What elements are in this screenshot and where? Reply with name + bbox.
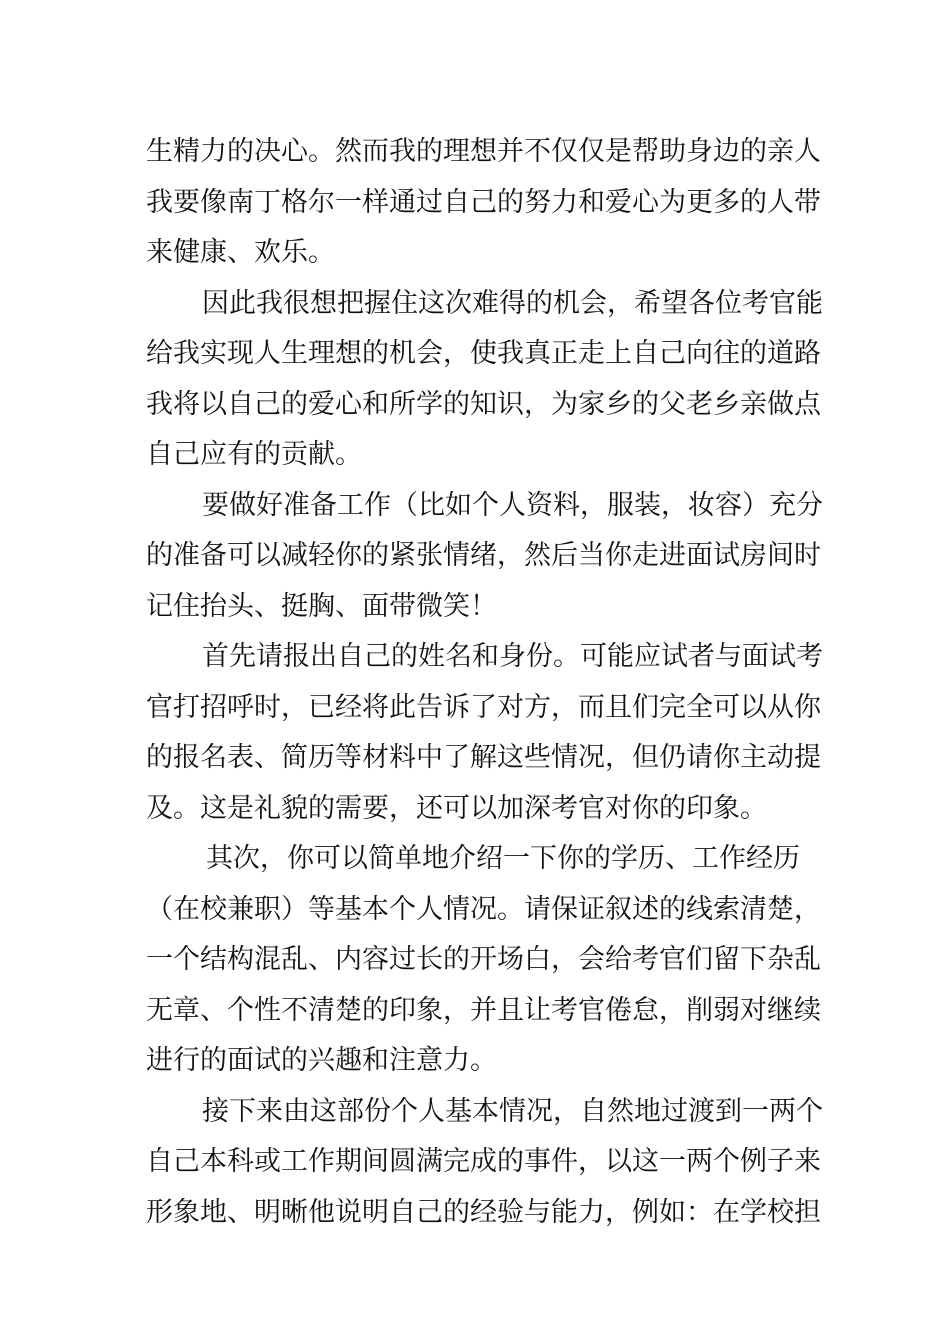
text-line: 的准备可以减轻你的紧张情绪，然后当你走进面试房间时 — [146, 540, 821, 571]
document-body — [146, 127, 823, 1238]
text-line: 首先请报出自己的姓名和身份。可能应试者与面试考 — [202, 641, 823, 672]
paragraph-2 — [146, 279, 823, 481]
text-line: 及。这是礼貌的需要，还可以加深考官对你的印象。 — [146, 792, 767, 824]
text-line: 记住抬头、挺胸、面带微笑！ — [146, 590, 497, 622]
text-line: 我将以自己的爱心和所学的知识，为家乡的父老乡亲做点 — [146, 388, 821, 420]
text-line: 官打招呼时，已经将此告诉了对方，而且们完全可以从你 — [146, 691, 821, 723]
text-line: 其次，你可以简单地介绍一下你的学历、工作经历 — [206, 843, 800, 874]
text-line: 自己本科或工作期间圆满完成的事件，以这一两个例子来 — [146, 1146, 821, 1177]
text-line: 生精力的决心。然而我的理想并不仅仅是帮助身边的亲人 — [146, 136, 821, 167]
text-line: 要做好准备工作（比如个人资料，服装，妆容）充分 — [202, 489, 823, 521]
text-line: （在校兼职）等基本个人情况。请保证叙述的线索清楚， — [146, 893, 821, 925]
text-line: 进行的面试的兴趣和注意力。 — [146, 1045, 497, 1076]
paragraph-4 — [146, 632, 823, 834]
text-line: 形象地、明晰他说明自己的经验与能力，例如：在学校担 — [146, 1196, 821, 1228]
text-line: 因此我很想把握住这次难得的机会，希望各位考官能 — [202, 287, 823, 319]
paragraph-3 — [146, 481, 823, 633]
text-line: 给我实现人生理想的机会，使我真正走上自己向往的道路 — [146, 338, 821, 369]
text-line: 自己应有的贡献。 — [146, 439, 362, 470]
text-line: 的报名表、简历等材料中了解这些情况，但仍请你主动提 — [146, 742, 821, 773]
paragraph-6 — [146, 1087, 823, 1239]
text-line: 接下来由这部份个人基本情况，自然地过渡到一两个 — [202, 1095, 823, 1127]
text-line: 来健康、欢乐。 — [146, 237, 335, 268]
text-line: 一个结构混乱、内容过长的开场白，会给考官们留下杂乱 — [146, 944, 821, 975]
paragraph-1 — [146, 127, 821, 279]
paragraph-5 — [146, 834, 821, 1087]
text-line: 我要像南丁格尔一样通过自己的努力和爱心为更多的人带 — [146, 186, 821, 218]
text-line: 无章、个性不清楚的印象，并且让考官倦怠，削弱对继续 — [146, 994, 821, 1026]
